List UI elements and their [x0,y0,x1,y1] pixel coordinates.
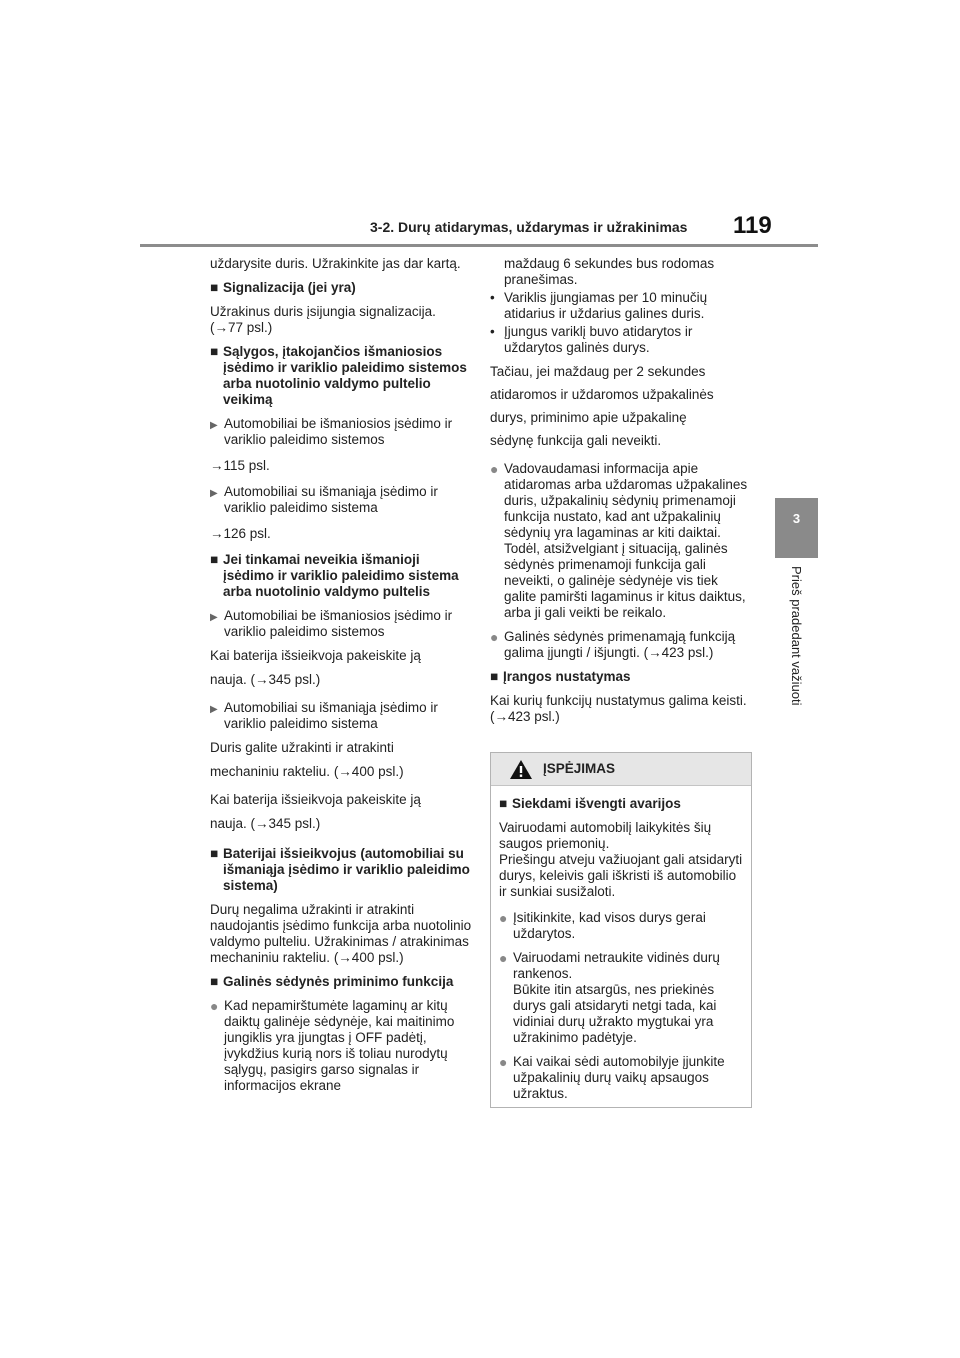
square-marker: ■ [210,344,219,359]
paragraph: Tačiau, jei maždaug per 2 sekundes [490,364,706,379]
square-marker: ■ [210,552,219,567]
warning-title: ĮSPĖJIMAS [543,761,616,776]
paragraph: maždaug 6 sekundes bus rodomas pranešimas. [504,256,715,287]
square-marker: ■ [490,669,499,684]
bullet-marker: • [490,324,495,339]
header-rule [140,244,818,247]
dot-marker: ● [490,461,499,477]
page-number: 119 [733,212,772,239]
paragraph: uždarysite duris. Užrakinkite jas dar kartą. [210,256,461,271]
paragraph: Priešingu atveju važiuojant gali atsidaryti durys, keleivis gali iškristi iš automobilio ir sunkiai susižaloti. [499,852,743,899]
paragraph: Kai baterija išsieikvoja pakeiskite ją [210,648,421,663]
triangle-marker: ▶ [210,420,218,431]
subheading: ■ Įrangos nustatymas [490,669,631,684]
subheading: ■ Jei tinkamai neveikia išmanioji įsėdimo ir variklio paleidimo sistema arba nuotolinio valdymo pultelis [210,552,459,599]
paragraph: Kai baterija išsieikvoja pakeiskite ją [210,792,421,807]
square-marker: ■ [210,280,219,295]
paragraph: Kai kurių funkcijų nustatymus galima keisti. (→423 psl.) [490,693,747,724]
dot-marker: ● [499,1054,508,1070]
warning-body [491,786,751,1102]
list-item: ● Vadovaudamasi informacija apie atidaromas arba uždaromas užpakalines duris, užpakalinių sėdynių primenamoji funkcija nustato, kad ant užpakalinių sėdynių yra lagaminas ar kiti daiktai. Todėl, atsižvelgiant į situaciją, galinės sėdynės primenamoji funkcija gali neveikti, o galinėje sėdynėje vis tiek galite pamiršti lagaminus ir kitus daiktus, arba ji gali veikti be reikalo. [490,461,748,620]
square-marker: ■ [499,796,508,811]
paragraph: nauja. (→345 psl.) [210,816,321,831]
paragraph: Užrakinus duris įsijungia signalizacija. (→77 psl.) [210,304,436,335]
subheading: ■ Galinės sėdynės priminimo funkcija [210,974,454,989]
page-reference: →115 psl. [210,458,270,473]
paragraph: atidaromos ir uždaromos užpakalinės [490,387,714,402]
list-item: ● Kad nepamirštumėte lagaminų ar kitų daiktų galinėje sėdynėje, kai maitinimo jungiklis yra įjungtas į OFF padėtį, įvykdžius kurią nors iš toliau nurodytų sąlygų, pasigirs garso signalas ir informacijos ekrane [210,998,455,1093]
dot-marker: ● [499,910,508,926]
subheading: ■ Sąlygos, įtakojančios išmaniosios įsėdimo ir variklio paleidimo sistemos arba nuotolinio valdymo pultelio veikimą [210,344,467,407]
list-item: ▶ Automobiliai su išmaniąja įsėdimo ir variklio paleidimo sistema [210,484,438,515]
chapter-label: Prieš pradedant važiuoti [789,566,804,706]
warning-triangle-icon [509,759,533,785]
list-item: ● Įsitikinkite, kad visos durys gerai uždarytos. [499,910,706,941]
square-marker: ■ [210,974,219,989]
triangle-marker: ▶ [210,612,218,623]
list-item: ▶ Automobiliai su išmaniąja įsėdimo ir variklio paleidimo sistema [210,700,438,731]
paragraph: durys, priminimo apie užpakalinę [490,410,687,425]
section-title: 3-2. Durų atidarymas, uždarymas ir užrakinimas [370,219,688,235]
square-marker: ■ [210,846,219,861]
list-item: • Įjungus variklį buvo atidarytos ir uždarytos galinės durys. [490,324,693,355]
list-item: • Variklis įjungiamas per 10 minučių atidarius ir uždarius galines duris. [490,290,708,321]
triangle-marker: ▶ [210,704,218,715]
paragraph: Durų negalima užrakinti ir atrakinti naudojantis įsėdimo funkcija arba nuotolinio valdymo pulteliu. Užrakinimas / atrakinimas mechaniniu rakteliu. (→400 psl.) [210,902,472,965]
list-item: ▶ Automobiliai be išmaniosios įsėdimo ir variklio paleidimo sistemos [210,416,453,447]
triangle-marker: ▶ [210,488,218,499]
left-column [210,256,472,1102]
paragraph: Vairuodami automobilį laikykitės šių saugos priemonių. [499,820,712,851]
paragraph: mechaniniu rakteliu. (→400 psl.) [210,764,404,779]
bullet-marker: • [490,290,495,305]
list-item: ▶ Automobiliai be išmaniosios įsėdimo ir variklio paleidimo sistemos [210,608,453,639]
dot-marker: ● [490,629,499,645]
right-column [490,256,752,733]
list-item: ● Vairuodami netraukite vidinės durų rankenos. Būkite itin atsargūs, nes priekinės durys gali atsidaryti netgi tada, kai vidiniai durų užrakto mygtukai yra užrakinimo padėtyje. [499,950,720,1045]
list-item: ● Galinės sėdynės primenamąją funkciją galima įjungti / išjungti. (→423 psl.) [490,629,736,660]
page-reference: →126 psl. [210,526,271,541]
dot-marker: ● [210,998,219,1014]
list-item: ● Kai vaikai sėdi automobilyje įjunkite užpakalinių durų vaikų apsaugos užraktus. [499,1054,725,1101]
subheading: ■ Signalizacija (jei yra) [210,280,356,295]
warning-header [491,753,751,786]
paragraph: sėdynę funkcija gali neveikti. [490,433,662,448]
dot-marker: ● [499,950,508,966]
subheading: ■ Siekdami išvengti avarijos [499,796,681,811]
warning-box [490,752,752,1108]
subheading: ■ Baterijai išsieikvojus (automobiliai su išmaniąja įsėdimo ir variklio paleidimo sistema) [210,846,470,893]
paragraph: Duris galite užrakinti ir atrakinti [210,740,394,755]
paragraph: nauja. (→345 psl.) [210,672,321,687]
chapter-tab[interactable]: 3 [775,498,818,558]
